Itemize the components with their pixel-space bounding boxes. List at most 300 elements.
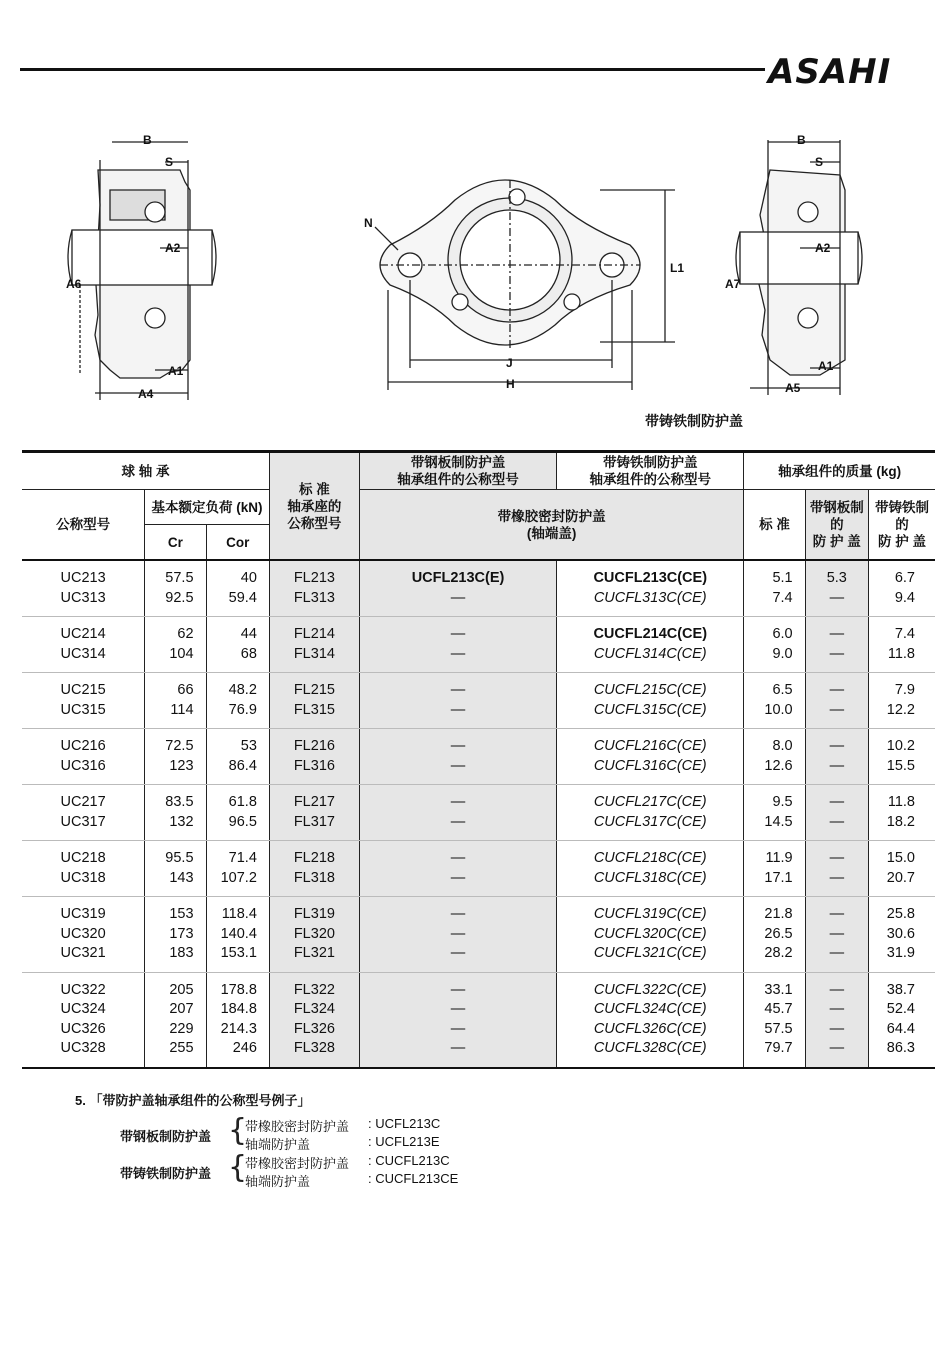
value-housing: FL328 xyxy=(293,1040,335,1056)
value-model: UC213 xyxy=(60,570,106,586)
value-cor: 61.8 xyxy=(228,794,257,810)
value-cast: CUCFL215C(CE) xyxy=(593,682,707,698)
table-row-group xyxy=(22,785,935,841)
header-rated-load: 基本额定负荷 (kN) xyxy=(145,490,270,525)
cell-m-cast xyxy=(869,729,936,785)
value-cr: 255 xyxy=(169,1040,194,1056)
table-body xyxy=(22,560,935,1068)
value-steel: — xyxy=(450,589,466,606)
cell-m-std xyxy=(744,897,805,973)
label-S: S xyxy=(165,155,174,169)
value-housing: FL314 xyxy=(293,645,335,662)
header-rule xyxy=(20,68,765,71)
cell-m-std xyxy=(744,785,805,841)
header-mass: 轴承组件的质量 (kg) xyxy=(744,452,935,490)
cell-steel xyxy=(359,897,556,973)
table-row-group xyxy=(22,729,935,785)
cell-model xyxy=(22,972,145,1068)
value-housing: FL324 xyxy=(293,1001,335,1017)
value-m-std: 26.5 xyxy=(764,925,793,942)
cell-cor xyxy=(206,897,269,973)
value-steel: — xyxy=(450,794,466,810)
cell-cr xyxy=(145,897,206,973)
value-steel: — xyxy=(450,981,466,998)
value-cr: 62 xyxy=(177,626,194,642)
value-housing: FL318 xyxy=(293,869,335,886)
cell-m-steel xyxy=(805,560,868,617)
cell-m-cast xyxy=(869,617,936,673)
value-m-std: 6.5 xyxy=(772,682,793,698)
label-A5: A5 xyxy=(785,381,801,395)
value-cast: CUCFL214C(CE) xyxy=(593,626,708,642)
value-m-cast: 20.7 xyxy=(886,869,915,886)
table-row-group xyxy=(22,617,935,673)
value-cast: CUCFL324C(CE) xyxy=(593,1001,707,1017)
value-model: UC314 xyxy=(60,645,106,662)
value-cor: 53 xyxy=(240,738,257,754)
value-cr: 104 xyxy=(169,645,194,662)
value-m-cast: 31.9 xyxy=(886,945,915,961)
value-steel: — xyxy=(450,869,466,886)
label-S-right: S xyxy=(815,155,824,169)
value-cast: CUCFL322C(CE) xyxy=(593,981,707,998)
value-housing: FL319 xyxy=(293,906,335,922)
value-steel: — xyxy=(450,645,466,662)
example-cast-rubber: 带橡胶密封防护盖 xyxy=(245,1156,350,1171)
label-L1: L1 xyxy=(670,261,685,275)
example-cast-rubber-code: : CUCFL213C xyxy=(368,1153,450,1168)
value-cast: CUCFL319C(CE) xyxy=(593,906,707,922)
value-cor: 184.8 xyxy=(220,1001,257,1017)
cell-housing xyxy=(269,673,359,729)
value-m-steel: — xyxy=(829,757,845,774)
header-ball-bearing: 球 轴 承 xyxy=(22,452,269,490)
value-m-steel: — xyxy=(829,1001,845,1017)
cell-steel xyxy=(359,841,556,897)
cell-cr xyxy=(145,729,206,785)
value-m-std: 17.1 xyxy=(764,869,793,886)
value-m-steel: — xyxy=(829,701,845,718)
value-cr: 143 xyxy=(169,869,194,886)
header-standard-housing: 标 准 轴承座的 公称型号 xyxy=(269,452,359,560)
example-cast-label: 带铸铁制防护盖 xyxy=(120,1166,212,1181)
value-cast: CUCFL316C(CE) xyxy=(593,757,707,774)
value-m-std: 6.0 xyxy=(772,626,793,642)
label-N: N xyxy=(364,216,373,230)
value-cast: CUCFL315C(CE) xyxy=(593,701,707,718)
value-m-cast: 30.6 xyxy=(886,925,915,942)
label-B: B xyxy=(143,133,152,147)
value-steel: — xyxy=(450,945,466,961)
value-m-cast: 12.2 xyxy=(886,701,915,718)
value-cr: 95.5 xyxy=(165,850,194,866)
cell-cor xyxy=(206,673,269,729)
value-model: UC316 xyxy=(60,757,106,774)
value-m-steel: — xyxy=(829,813,845,830)
cell-cast xyxy=(557,729,744,785)
value-cast: CUCFL218C(CE) xyxy=(593,850,707,866)
label-A1-right: A1 xyxy=(818,359,834,373)
cell-m-steel xyxy=(805,841,868,897)
value-m-cast: 15.0 xyxy=(886,850,915,866)
cell-steel xyxy=(359,560,556,617)
bearing-table xyxy=(22,450,935,1069)
value-m-cast: 38.7 xyxy=(886,981,915,998)
value-steel: — xyxy=(450,813,466,830)
value-m-std: 9.5 xyxy=(772,794,793,810)
example-steel-rubber-code: : UCFL213C xyxy=(368,1116,441,1131)
value-m-std: 10.0 xyxy=(764,701,793,718)
cell-housing xyxy=(269,972,359,1068)
cell-model xyxy=(22,785,145,841)
cell-housing xyxy=(269,617,359,673)
header-model: 公称型号 xyxy=(22,490,145,560)
value-housing: FL216 xyxy=(293,738,335,754)
value-m-cast: 7.9 xyxy=(894,682,915,698)
value-cr: 92.5 xyxy=(165,589,194,606)
value-m-std: 14.5 xyxy=(764,813,793,830)
cell-m-std xyxy=(744,841,805,897)
cell-model xyxy=(22,617,145,673)
value-cast: CUCFL328C(CE) xyxy=(593,1040,707,1056)
value-steel: — xyxy=(450,906,466,922)
value-m-std: 8.0 xyxy=(772,738,793,754)
value-model: UC324 xyxy=(60,1001,106,1017)
value-housing: FL213 xyxy=(293,570,335,586)
cell-cor xyxy=(206,972,269,1068)
value-m-cast: 52.4 xyxy=(886,1001,915,1017)
cell-cor xyxy=(206,841,269,897)
value-cor: 68 xyxy=(240,645,257,662)
cell-cor xyxy=(206,617,269,673)
cell-cr xyxy=(145,617,206,673)
value-cor: 118.4 xyxy=(221,906,257,922)
cell-steel xyxy=(359,617,556,673)
value-m-std: 5.1 xyxy=(772,570,793,586)
cell-m-std xyxy=(744,972,805,1068)
cell-m-steel xyxy=(805,673,868,729)
cell-m-cast xyxy=(869,897,936,973)
value-housing: FL313 xyxy=(293,589,335,606)
value-model: UC321 xyxy=(60,945,106,961)
left-section-view xyxy=(68,142,216,400)
value-m-std: 28.2 xyxy=(764,945,793,961)
value-steel: — xyxy=(450,626,466,642)
value-cor: 246 xyxy=(232,1040,257,1056)
label-A2-right: A2 xyxy=(815,241,831,255)
label-A4: A4 xyxy=(138,387,154,401)
value-steel: — xyxy=(450,1040,466,1056)
value-m-steel: — xyxy=(829,738,845,754)
cell-cr xyxy=(145,972,206,1068)
value-cor: 40 xyxy=(240,570,257,586)
cell-m-std xyxy=(744,617,805,673)
cell-cast xyxy=(557,560,744,617)
cell-cast xyxy=(557,673,744,729)
value-cr: 183 xyxy=(169,945,194,961)
cell-model xyxy=(22,729,145,785)
table-row-group xyxy=(22,897,935,973)
value-cr: 72.5 xyxy=(165,738,194,754)
cell-housing xyxy=(269,785,359,841)
value-cr: 132 xyxy=(169,813,194,830)
cell-cr xyxy=(145,673,206,729)
value-m-std: 57.5 xyxy=(764,1020,793,1037)
value-m-steel: — xyxy=(829,925,845,942)
value-m-cast: 64.4 xyxy=(886,1020,915,1037)
label-B-right: B xyxy=(797,133,806,147)
value-steel: — xyxy=(450,1020,466,1037)
label-A2: A2 xyxy=(165,241,181,255)
cell-m-cast xyxy=(869,560,936,617)
value-cr: 123 xyxy=(169,757,194,774)
value-m-cast: 86.3 xyxy=(886,1040,915,1056)
value-model: UC214 xyxy=(60,626,106,642)
value-m-steel: — xyxy=(829,645,845,662)
value-model: UC320 xyxy=(60,925,106,942)
value-m-steel: — xyxy=(829,794,845,810)
value-cr: 229 xyxy=(169,1020,194,1037)
value-cor: 48.2 xyxy=(228,682,257,698)
cell-cor xyxy=(206,729,269,785)
brand-logo: ASAHI xyxy=(768,52,892,92)
value-steel: — xyxy=(450,738,466,754)
brace-cast: { xyxy=(228,1150,248,1185)
value-steel: — xyxy=(450,925,466,942)
value-m-cast: 9.4 xyxy=(894,589,915,606)
cell-model xyxy=(22,841,145,897)
value-m-std: 11.9 xyxy=(765,850,793,866)
cell-m-steel xyxy=(805,617,868,673)
value-cast: CUCFL217C(CE) xyxy=(593,794,707,810)
value-cast: CUCFL317C(CE) xyxy=(593,813,707,830)
value-housing: FL321 xyxy=(293,945,335,961)
value-model: UC215 xyxy=(60,682,106,698)
technical-drawing xyxy=(0,120,950,410)
value-cast: CUCFL313C(CE) xyxy=(593,589,707,606)
cell-housing xyxy=(269,560,359,617)
value-m-steel: — xyxy=(829,682,845,698)
flange-front-view xyxy=(375,180,675,390)
cell-cast xyxy=(557,617,744,673)
label-H: H xyxy=(506,377,515,391)
value-steel: — xyxy=(450,1001,466,1017)
value-cor: 140.4 xyxy=(220,925,257,942)
example-heading: 5. 「带防护盖轴承组件的公称型号例子」 xyxy=(75,1093,311,1108)
value-cor: 76.9 xyxy=(228,701,257,718)
value-housing: FL215 xyxy=(293,682,335,698)
value-housing: FL326 xyxy=(293,1020,335,1037)
value-cor: 59.4 xyxy=(228,589,257,606)
value-m-std: 7.4 xyxy=(772,589,793,606)
label-A7: A7 xyxy=(725,277,741,291)
value-m-cast: 11.8 xyxy=(887,794,915,810)
table-row-group xyxy=(22,673,935,729)
value-housing: FL218 xyxy=(293,850,335,866)
cell-cast xyxy=(557,972,744,1068)
value-model: UC322 xyxy=(60,981,106,998)
example-cast-end-code: : CUCFL213CE xyxy=(368,1171,459,1186)
value-steel: — xyxy=(450,850,466,866)
value-cor: 214.3 xyxy=(220,1020,257,1037)
value-m-std: 21.8 xyxy=(764,906,793,922)
value-cr: 83.5 xyxy=(165,794,194,810)
cell-m-cast xyxy=(869,785,936,841)
cell-m-cast xyxy=(869,673,936,729)
value-steel: UCFL213C(E) xyxy=(411,570,505,586)
diagram-caption: 带铸铁制防护盖 xyxy=(645,413,743,429)
header-cast-cover: 带铸铁制防护盖 轴承组件的公称型号 xyxy=(557,452,744,490)
cell-cor xyxy=(206,785,269,841)
cell-m-std xyxy=(744,729,805,785)
value-m-cast: 7.4 xyxy=(894,626,915,642)
cell-steel xyxy=(359,785,556,841)
value-model: UC326 xyxy=(60,1020,106,1037)
value-cr: 173 xyxy=(169,925,194,942)
value-cor: 96.5 xyxy=(228,813,257,830)
value-cast: CUCFL213C(CE) xyxy=(593,570,708,586)
header-rubber-seal: 带橡胶密封防护盖 (轴端盖) xyxy=(359,490,743,560)
value-cr: 66 xyxy=(177,682,194,698)
value-housing: FL214 xyxy=(293,626,335,642)
cell-m-steel xyxy=(805,897,868,973)
value-m-steel: — xyxy=(829,1020,845,1037)
value-m-steel: — xyxy=(829,869,845,886)
example-cast-end: 轴端防护盖 xyxy=(245,1174,311,1189)
value-m-steel: — xyxy=(829,1040,845,1056)
value-model: UC218 xyxy=(60,850,106,866)
value-cor: 107.2 xyxy=(220,869,257,886)
cell-cr xyxy=(145,785,206,841)
example-steel-label: 带钢板制防护盖 xyxy=(120,1129,212,1144)
cell-m-std xyxy=(744,560,805,617)
value-m-std: 45.7 xyxy=(764,1001,793,1017)
value-housing: FL322 xyxy=(293,981,335,998)
value-model: UC328 xyxy=(60,1040,106,1056)
cell-steel xyxy=(359,972,556,1068)
value-m-steel: — xyxy=(829,981,845,998)
cell-cr xyxy=(145,841,206,897)
value-housing: FL317 xyxy=(293,813,335,830)
value-m-cast: 25.8 xyxy=(886,906,915,922)
value-m-cast: 15.5 xyxy=(886,757,915,774)
cell-model xyxy=(22,673,145,729)
value-m-std: 9.0 xyxy=(772,645,793,662)
value-cr: 57.5 xyxy=(165,570,194,586)
cell-cr xyxy=(145,560,206,617)
cell-m-steel xyxy=(805,729,868,785)
cell-steel xyxy=(359,729,556,785)
value-m-std: 33.1 xyxy=(764,981,793,998)
header-cor: Cor xyxy=(206,525,269,560)
table-row-group xyxy=(22,560,935,617)
cell-cast xyxy=(557,897,744,973)
value-housing: FL320 xyxy=(293,925,335,942)
value-m-cast: 6.7 xyxy=(894,570,915,586)
value-model: UC216 xyxy=(60,738,106,754)
value-cast: CUCFL321C(CE) xyxy=(593,945,707,961)
header-mass-cast: 带铸铁制 的 防 护 盖 xyxy=(875,500,929,549)
right-section-view xyxy=(736,140,862,395)
value-cast: CUCFL314C(CE) xyxy=(593,645,707,662)
value-cor: 71.4 xyxy=(228,850,257,866)
header-mass-steel: 带钢板制 的 防 护 盖 xyxy=(805,490,868,560)
cell-cast xyxy=(557,841,744,897)
value-m-cast: 10.2 xyxy=(886,738,915,754)
value-steel: — xyxy=(450,757,466,774)
value-steel: — xyxy=(450,701,466,718)
label-J: J xyxy=(506,356,513,370)
value-m-steel: — xyxy=(829,850,845,866)
value-model: UC317 xyxy=(60,813,106,830)
value-steel: — xyxy=(450,682,466,698)
cell-housing xyxy=(269,841,359,897)
value-cast: CUCFL320C(CE) xyxy=(593,925,707,942)
value-model: UC318 xyxy=(60,869,106,886)
cell-housing xyxy=(269,729,359,785)
value-m-steel: — xyxy=(829,906,845,922)
value-m-cast: 11.8 xyxy=(887,645,915,662)
cell-housing xyxy=(269,897,359,973)
value-cr: 205 xyxy=(169,981,194,998)
value-cr: 153 xyxy=(169,906,194,922)
value-housing: FL315 xyxy=(293,701,335,718)
value-housing: FL217 xyxy=(293,794,335,810)
cell-m-cast xyxy=(869,841,936,897)
cell-cor xyxy=(206,560,269,617)
value-cor: 178.8 xyxy=(220,981,257,998)
cell-m-std xyxy=(744,673,805,729)
value-cr: 207 xyxy=(169,1001,194,1017)
cell-m-cast xyxy=(869,972,936,1068)
value-m-std: 12.6 xyxy=(764,757,793,774)
example-steel-end: 轴端防护盖 xyxy=(245,1137,311,1152)
value-m-cast: 18.2 xyxy=(886,813,915,830)
value-cast: CUCFL326C(CE) xyxy=(593,1020,707,1037)
value-model: UC319 xyxy=(60,906,106,922)
cell-model xyxy=(22,897,145,973)
cell-model xyxy=(22,560,145,617)
value-m-steel: — xyxy=(829,945,845,961)
value-cast: CUCFL216C(CE) xyxy=(593,738,707,754)
cell-m-steel xyxy=(805,785,868,841)
header-mass-standard: 标 准 xyxy=(744,490,805,560)
value-m-std: 79.7 xyxy=(764,1040,793,1056)
header-steel-cover: 带钢板制防护盖 轴承组件的公称型号 xyxy=(359,452,556,490)
value-cr: 114 xyxy=(170,701,194,718)
cell-m-steel xyxy=(805,972,868,1068)
brace-steel: { xyxy=(228,1113,248,1148)
value-model: UC217 xyxy=(60,794,106,810)
value-m-steel: 5.3 xyxy=(826,570,847,586)
value-housing: FL316 xyxy=(293,757,335,774)
label-A6: A6 xyxy=(66,277,82,291)
label-A1: A1 xyxy=(168,364,184,378)
value-m-steel: — xyxy=(829,589,845,606)
header-cr: Cr xyxy=(145,525,206,560)
cell-cast xyxy=(557,785,744,841)
example-steel-end-code: : UCFL213E xyxy=(368,1134,440,1149)
example-steel-rubber: 带橡胶密封防护盖 xyxy=(245,1119,350,1134)
value-model: UC315 xyxy=(60,701,106,718)
table-row-group xyxy=(22,972,935,1068)
value-model: UC313 xyxy=(60,589,106,606)
value-cor: 86.4 xyxy=(228,757,257,774)
value-cor: 44 xyxy=(240,626,257,642)
value-m-steel: — xyxy=(829,626,845,642)
value-cor: 153.1 xyxy=(220,945,257,961)
value-cast: CUCFL318C(CE) xyxy=(593,869,707,886)
